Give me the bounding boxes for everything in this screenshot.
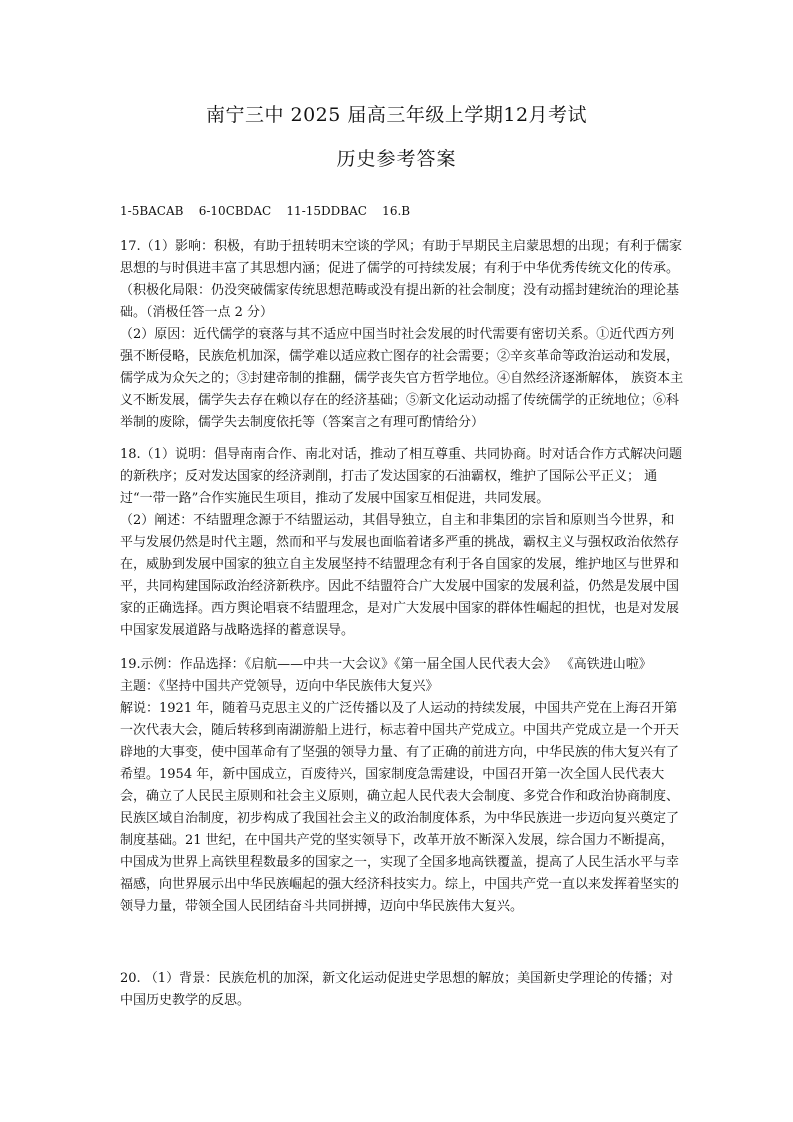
q17-part1: 17.（1）影响：积极，有助于扭转明末空谈的学风；有助于早期民主启蒙思想的出现；有利于儒家思想的与时俱进丰富了其思想内涵；促进了儒学的可持续发展；有利于中华优秀传统文化的传承。（积极化局限：仍没突破儒家传统思想范畴或没有提出新的社会制度；没有动摇封建统治的理论基础。（消极任答一点 2 分） [120,239,682,320]
q17-part2: （2）原因：近代儒学的衰落与其不适应中国当时社会发展的时代需要有密切关系。①近代西方列强不断侵略，民族危机加深，儒学难以适应救亡图存的社会需要；②辛亥革命等政治运动和发展，儒学成为众矢之的；③封建帝制的推翻，儒学丧失官方哲学地位。④自然经济逐渐解体， 族资本主义不断发展，儒学失去存在赖以存在的经济基础；⑤新文化运动动摇了传统儒学的正统地位；⑥科举制的废除，儒学失去制度依托等（答案言之有理可酌情给分） [120,327,684,430]
q18-part2: （2）阐述：不结盟理念源于不结盟运动，其倡导独立，自主和非集团的宗旨和原则当今世界，和平与发展仍然是时代主题，然而和平与发展也面临着诸多严重的挑战，霸权主义与强权政治依然存在，威胁到发展中国家的独立自主发展坚持不结盟理念有利于各自国家的发展，维护地区与世界和平，共同构建国际政治经济新秩序。因此不结盟符合广大发展中国家的发展利益，仍然是发展中国家的正确选择。西方舆论唱衰不结盟理念，是对广大发展中国家的群体性崛起的担忧，也是对发展中国家发展道路与战略选择的蓄意误导。 [120,513,680,638]
exam-subtitle: 历史参考答案 [336,148,457,170]
q19-works: 19.示例：作品选择：《启航——中共一大会议》《第一届全国人民代表大会》 《高铁进山啦》 [120,657,652,672]
q19-explanation: 解说：1921 年，随着马克思主义的广泛传播以及了人运动的持续发展，中国共产党在上海召开第一次代表大会，随后转移到南湖游船上进行，标志着中国共产党成立。中国共产党成立是一个开天辟地的大事变，使中国革命有了坚强的领导力量、有了正确的前进方向，中华民族的伟大复兴有了希望。1954 年，新中国成立，百废待兴，国家制度急需建设，中国召开第一次全国人民代表大会，确立了人民民主原则和社会主义原则，确立起人民代表大会制度、多党合作和政治协商制度、民族区域自治制度，初步构成了我国社会主义的政治制度体系，为中华民族进一步迈向复兴奠定了制度基础。21 世纪，在中国共产党的坚实领导下，改革开放不断深入发展，综合国力不断提高，中国成为世界上高铁里程数最多的国家之一，实现了全国多地高铁覆盖，提高了人民生活水平与幸福感，向世界展示出中华民族崛起的强大经济科技实力。综上，中国共产党一直以来发挥着坚实的领导力量，带领全国人民团结奋斗共同拼搏，迈向中华民族伟大复兴。 [120,701,680,914]
choice-answers: 1-5BACAB 6-10CBDAC 11-15DDBAC 16.B [120,204,411,218]
q19-theme: 主题：《坚持中国共产党领导，迈向中华民族伟大复兴》 [120,679,439,694]
question-17-answer [120,236,686,434]
question-18-answer [120,444,686,642]
q18-part1: 18.（1）说明：倡导南南合作、南北对话，推动了相互尊重、共同协商。时对话合作方式解决问题的新秩序；反对发达国家的经济剥削，打击了发达国家的石油霸权，维护了国际公平正义； 通过“一带一路”合作实施民生项目，推动了发展中国家互相促进，共同发展。 [120,447,682,506]
exam-title: 南宁三中 2025 届高三年级上学期12月考试 [205,104,588,126]
q20-part1: 20. （1）背景：民族危机的加深，新文化运动促进史学思想的解放；美国新史学理论的传播；对中国历史教学的反思。 [120,971,674,1008]
question-20-answer [120,968,686,1012]
question-19-answer [120,654,686,918]
